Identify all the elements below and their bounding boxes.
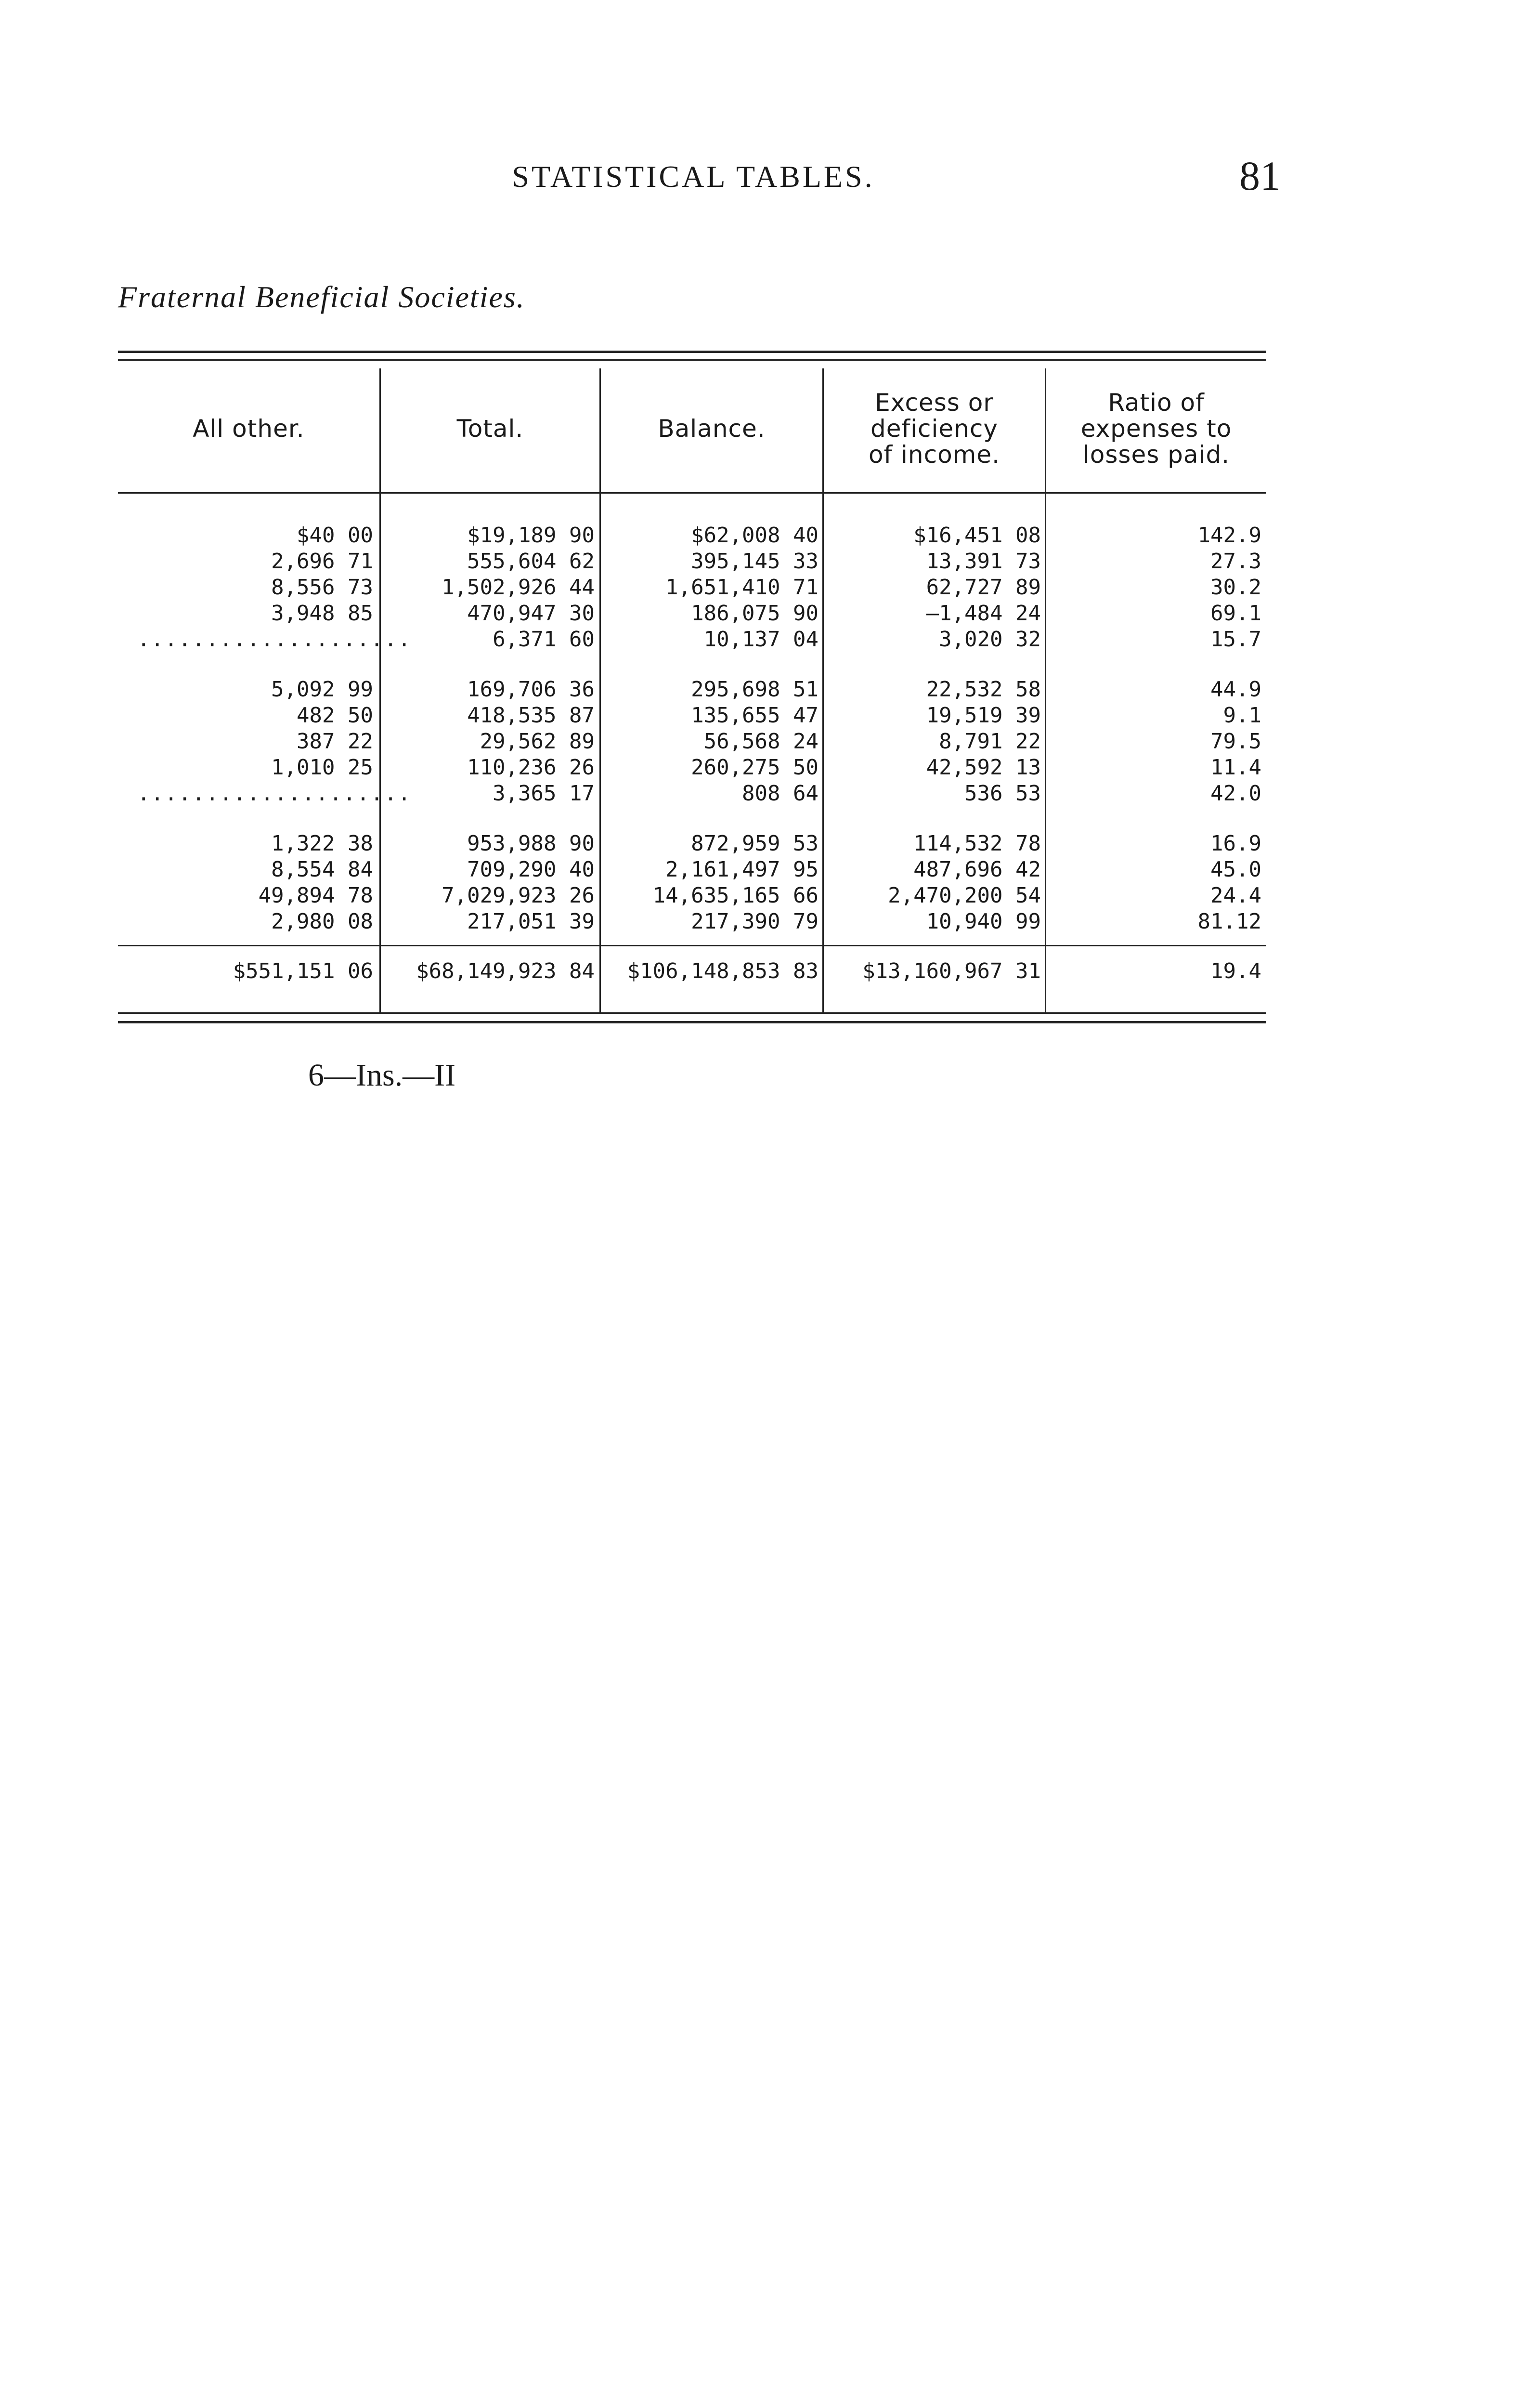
table-cell: 69.1 [1210,601,1261,626]
table-cell: 27.3 [1210,549,1261,574]
table-cell: 487,696 42 [913,857,1041,882]
table-cell: 110,236 26 [467,755,595,780]
table-cell: 9.1 [1223,703,1261,728]
table-cell: $16,451 08 [913,523,1041,548]
table-cell: $40 00 [297,523,373,548]
table-cell: 142.9 [1197,523,1261,548]
column-header-balance: Balance. [658,415,766,443]
table-cell: .................... [137,627,412,652]
table-cell: 1,502,926 44 [442,575,595,600]
totals-cell: $551,151 06 [233,959,373,983]
table-cell: $62,008 40 [691,523,818,548]
table-cell: 2,980 08 [271,909,373,934]
table-top-rule-inner [118,359,1266,361]
table-cell: 482 50 [297,703,373,728]
table-cell: 29,562 89 [480,729,595,754]
table-cell: 260,275 50 [691,755,818,780]
totals-cell: 19.4 [1210,959,1261,983]
table-cell: 15.7 [1210,627,1261,652]
table-cell: 19,519 39 [926,703,1041,728]
totals-cell: $68,149,923 84 [416,959,595,983]
table-cell: 7,029,923 26 [442,883,595,908]
column-header-total: Total. [456,415,524,443]
table-cell: 872,959 53 [691,831,818,856]
table-cell: 30.2 [1210,575,1261,600]
table-cell: 2,696 71 [271,549,373,574]
table-cell: 6,371 60 [493,627,595,652]
table-cell: 186,075 90 [691,601,818,626]
table-cell: 16.9 [1210,831,1261,856]
table-cell: —1,484 24 [926,601,1041,626]
table-cell: 5,092 99 [271,677,373,702]
table-cell: 42,592 13 [926,755,1041,780]
table-cell: 13,391 73 [926,549,1041,574]
table-cell: 295,698 51 [691,677,818,702]
table-cell: 1,651,410 71 [665,575,818,600]
table-cell: 56,568 24 [703,729,818,754]
table-cell: 135,655 47 [691,703,818,728]
totals-cell: $13,160,967 31 [862,959,1041,983]
table-cell: 8,554 84 [271,857,373,882]
table-cell: 42.0 [1210,781,1261,806]
page-header-title: STATISTICAL TABLES. [512,159,875,194]
table-cell: 2,161,497 95 [665,857,818,882]
table-cell: 217,390 79 [691,909,818,934]
table-cell: 536 53 [964,781,1041,806]
table-cell: 2,470,200 54 [888,883,1041,908]
table-cell: 24.4 [1210,883,1261,908]
table-cell: $19,189 90 [467,523,595,548]
table-cell: 418,535 87 [467,703,595,728]
header-bottom-rule [118,492,1266,494]
table-cell: 395,145 33 [691,549,818,574]
table-bottom-rule-outer [118,1021,1266,1023]
section-title: Fraternal Beneficial Societies. [118,280,525,314]
table-cell: 10,940 99 [926,909,1041,934]
table-top-rule [118,351,1266,353]
table-cell: 45.0 [1210,857,1261,882]
column-header-expense-ratio: Ratio of expenses to losses paid. [1080,389,1232,469]
page-number: 81 [1239,153,1281,199]
table-cell: .................... [137,781,412,806]
table-cell: 44.9 [1210,677,1261,702]
table-cell: 3,365 17 [493,781,595,806]
table-cell: 79.5 [1210,729,1261,754]
table-cell: 8,556 73 [271,575,373,600]
table-cell: 114,532 78 [913,831,1041,856]
table-cell: 62,727 89 [926,575,1041,600]
table-bottom-rule [118,1012,1266,1014]
table-cell: 22,532 58 [926,677,1041,702]
column-header-excess-deficiency: Excess or deficiency of income. [868,389,1000,469]
table-cell: 387 22 [297,729,373,754]
table-cell: 3,020 32 [939,627,1041,652]
table-cell: 10,137 04 [703,627,818,652]
table-cell: 470,947 30 [467,601,595,626]
column-header-all-other: All other. [193,415,305,443]
table-cell: 3,948 85 [271,601,373,626]
table-cell: 555,604 62 [467,549,595,574]
table-cell: 1,322 38 [271,831,373,856]
table-cell: 709,290 40 [467,857,595,882]
table-cell: 217,051 39 [467,909,595,934]
table-cell: 953,988 90 [467,831,595,856]
table-cell: 1,010 25 [271,755,373,780]
table-cell: 11.4 [1210,755,1261,780]
table-cell: 14,635,165 66 [652,883,818,908]
totals-cell: $106,148,853 83 [627,959,818,983]
table-cell: 169,706 36 [467,677,595,702]
table-cell: 81.12 [1197,909,1261,934]
footer-note: 6—Ins.—II [308,1058,456,1093]
totals-top-rule [118,945,1266,946]
table-cell: 8,791 22 [939,729,1041,754]
table-cell: 808 64 [742,781,818,806]
table-cell: 49,894 78 [258,883,373,908]
